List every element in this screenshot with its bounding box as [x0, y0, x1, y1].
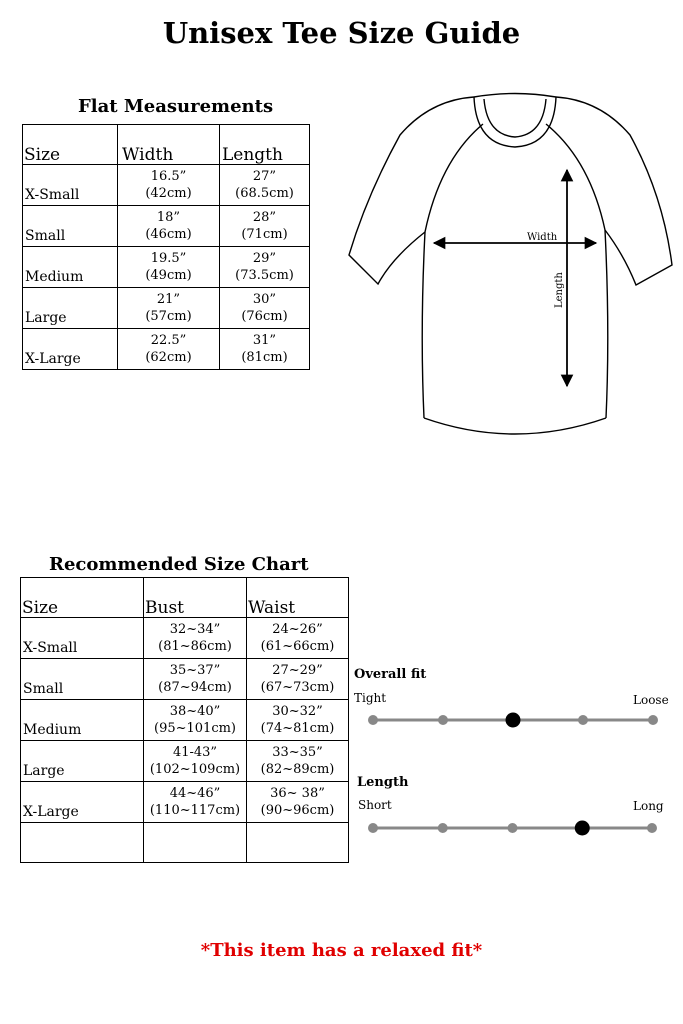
- overall-fit-max-label: Loose: [633, 693, 669, 707]
- overall-fit-dot: [578, 715, 588, 725]
- empty-cell: [144, 823, 247, 863]
- table-row: [21, 618, 349, 659]
- waist-cm: (90~96cm): [260, 803, 335, 818]
- length-fit-title: Length: [357, 775, 409, 790]
- bust-cm: (110~117cm): [149, 803, 241, 818]
- recommended-size-table: [20, 577, 349, 863]
- length-cell: [220, 329, 310, 370]
- width-cm: (62cm): [145, 350, 192, 365]
- length-fit-dot: [368, 823, 378, 833]
- empty-cell: [247, 823, 349, 863]
- table-row: [21, 659, 349, 700]
- header-length: Length: [220, 125, 310, 165]
- width-inches: 16.5”: [150, 169, 187, 184]
- header-width: Width: [118, 125, 220, 165]
- relaxed-fit-note: *This item has a relaxed fit*: [200, 940, 483, 961]
- bust-cm: (102~109cm): [149, 762, 241, 777]
- length-inches: 27”: [252, 169, 277, 184]
- table-row: [21, 782, 349, 823]
- bust-cm: (81~86cm): [158, 639, 232, 654]
- overall-fit-slider: [368, 713, 658, 728]
- length-inches: 31”: [252, 333, 277, 348]
- waist-cell: [247, 741, 349, 782]
- length-fit-min-label: Short: [358, 798, 392, 812]
- waist-cm: (61~66cm): [260, 639, 335, 654]
- length-inches: 30”: [252, 292, 277, 307]
- tshirt-outline-icon: [349, 94, 672, 435]
- width-inches: 19.5”: [150, 251, 187, 266]
- length-fit-selected-dot: [575, 821, 590, 836]
- bust-cell: [144, 782, 247, 823]
- size-cell: X-Small: [23, 165, 118, 206]
- bust-inches: 41-43”: [172, 745, 218, 760]
- bust-cell: [144, 700, 247, 741]
- size-cell: Small: [21, 659, 144, 700]
- overall-fit-dot: [438, 715, 448, 725]
- length-cm: (73.5cm): [235, 268, 294, 283]
- recommended-size-chart-title: Recommended Size Chart: [49, 554, 309, 575]
- table-header-row: [23, 125, 310, 165]
- width-label: Width: [527, 232, 558, 243]
- length-cm: (81cm): [241, 350, 288, 365]
- size-cell: X-Small: [21, 618, 144, 659]
- bust-inches: 35~37”: [169, 663, 221, 678]
- size-cell: Medium: [23, 247, 118, 288]
- length-label: Length: [554, 272, 565, 308]
- width-inches: 18”: [156, 210, 181, 225]
- width-cell: [118, 165, 220, 206]
- overall-fit-min-label: Tight: [354, 691, 387, 705]
- width-cell: [118, 247, 220, 288]
- table-row: [23, 288, 310, 329]
- length-inches: 29”: [252, 251, 277, 266]
- header-size: Size: [23, 125, 118, 165]
- length-inches: 28”: [252, 210, 277, 225]
- bust-inches: 32~34”: [169, 622, 221, 637]
- waist-cell: [247, 782, 349, 823]
- length-fit-max-label: Long: [633, 799, 664, 813]
- length-fit-dots: [368, 821, 657, 836]
- waist-cm: (74~81cm): [260, 721, 335, 736]
- waist-cell: [247, 700, 349, 741]
- overall-fit-title: Overall fit: [354, 667, 427, 682]
- size-cell: Large: [21, 741, 144, 782]
- waist-inches: 27~29”: [272, 663, 323, 678]
- width-cm: (49cm): [145, 268, 192, 283]
- waist-inches: 36~ 38”: [270, 786, 325, 801]
- size-cell: Large: [23, 288, 118, 329]
- width-cell: [118, 329, 220, 370]
- waist-cell: [247, 659, 349, 700]
- waist-cm: (67~73cm): [260, 680, 335, 695]
- table-row: [23, 165, 310, 206]
- flat-measurements-table: [22, 124, 310, 370]
- size-cell: Small: [23, 206, 118, 247]
- bust-cm: (95~101cm): [154, 721, 236, 736]
- header-size: Size: [21, 578, 144, 618]
- length-cell: [220, 288, 310, 329]
- table-row: [23, 247, 310, 288]
- bust-cell: [144, 618, 247, 659]
- waist-cm: (82~89cm): [260, 762, 335, 777]
- overall-fit-dot: [648, 715, 658, 725]
- table-row: [23, 329, 310, 370]
- length-fit-dot: [438, 823, 448, 833]
- overall-fit-dot: [368, 715, 378, 725]
- size-cell: X-Large: [23, 329, 118, 370]
- waist-inches: 33~35”: [272, 745, 323, 760]
- width-cm: (46cm): [145, 227, 192, 242]
- width-inches: 21”: [156, 292, 181, 307]
- overall-fit-dots: [368, 713, 658, 728]
- width-cell: [118, 206, 220, 247]
- bust-cell: [144, 741, 247, 782]
- bust-inches: 44~46”: [169, 786, 221, 801]
- length-fit-dot: [647, 823, 657, 833]
- size-cell: Medium: [21, 700, 144, 741]
- waist-cell: [247, 618, 349, 659]
- length-cell: [220, 247, 310, 288]
- length-cm: (76cm): [241, 309, 288, 324]
- length-fit-slider: [368, 821, 657, 836]
- table-row: [21, 700, 349, 741]
- header-waist: Waist: [247, 578, 349, 618]
- overall-fit-selected-dot: [506, 713, 521, 728]
- table-header-row: [21, 578, 349, 618]
- length-cm: (68.5cm): [235, 186, 294, 201]
- width-cell: [118, 288, 220, 329]
- header-bust: Bust: [144, 578, 247, 618]
- length-cm: (71cm): [241, 227, 288, 242]
- waist-inches: 30~32”: [272, 704, 323, 719]
- width-cm: (42cm): [145, 186, 192, 201]
- length-fit-dot: [508, 823, 518, 833]
- empty-cell: [21, 823, 144, 863]
- size-cell: X-Large: [21, 782, 144, 823]
- width-inches: 22.5”: [150, 333, 187, 348]
- width-cm: (57cm): [145, 309, 192, 324]
- length-cell: [220, 165, 310, 206]
- bust-inches: 38~40”: [169, 704, 221, 719]
- bust-cell: [144, 659, 247, 700]
- waist-inches: 24~26”: [272, 622, 323, 637]
- bust-cm: (87~94cm): [158, 680, 232, 695]
- table-row: [23, 206, 310, 247]
- table-row: [21, 741, 349, 782]
- length-cell: [220, 206, 310, 247]
- page-title: Unisex Tee Size Guide: [162, 16, 521, 50]
- table-empty-row: [21, 823, 349, 863]
- flat-measurements-title: Flat Measurements: [78, 96, 274, 117]
